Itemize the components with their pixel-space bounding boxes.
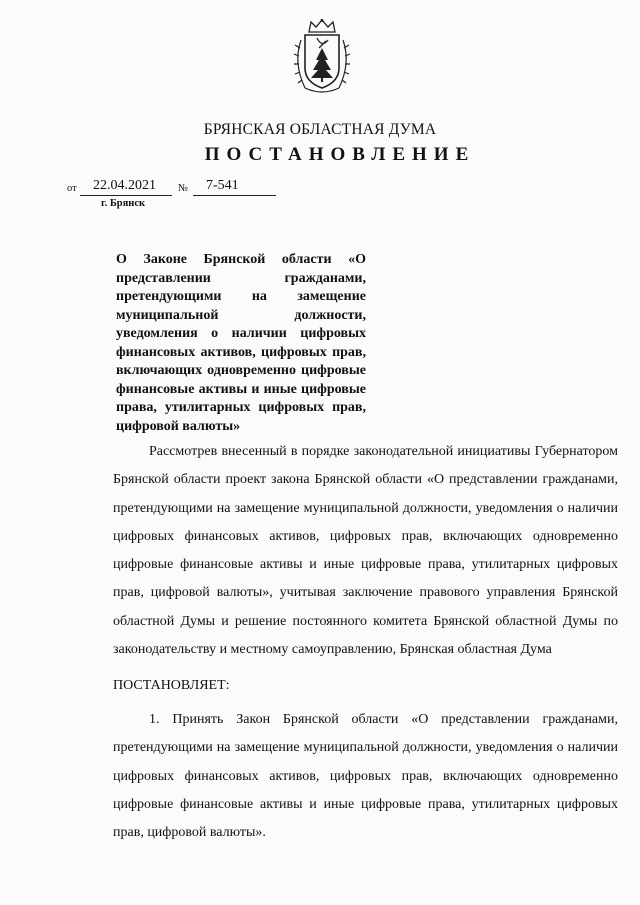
document-number: 7-541 [206,178,239,193]
item-1-paragraph: 1. Принять Закон Брянской области «О представлении гражданами, претендующими на замещение муниципальной должности, уведомления о наличии цифровых финансовых активов, цифровых прав, включающих одновременно цифровые финансовые активы и иные цифровые права, утилитарных цифровых прав, цифровой валюты». [113,712,618,841]
coat-of-arms-icon [291,18,353,96]
number-underline [193,195,276,196]
decree-word: ПОСТАНОВЛЯЕТ: [113,678,230,693]
document-subject: О Законе Брянской области «О представлении гражданами, претендующими на замещение муниципальной должности, уведомления о наличии цифровых финансовых активов, цифровых прав, включающих одновременно цифровые финансовые активы и иные цифровые права, утилитарных цифровых прав, цифровой валюты» [116,252,366,434]
date-underline [80,195,172,196]
city: г. Брянск [101,198,146,209]
document-type: ПОСТАНОВЛЕНИЕ [204,144,476,165]
date-prefix: от [67,183,77,194]
organization-name: БРЯНСКАЯ ОБЛАСТНАЯ ДУМА [203,121,437,138]
preamble-paragraph: Рассмотрев внесенный в порядке законодательной инициативы Губернатором Брянской области проект закона Брянской области «О представлении гражданами, претендующими на замещение муниципальной должности, уведомления о наличии цифровых финансовых активов, цифровых прав, включающих одновременно цифровые финансовые активы и иные цифровые права, утилитарных цифровых прав, цифровой валюты», учитывая заключение правового управления Брянской областной Думы и решение постоянного комитета Брянской областной Думы по законодательству и местному самоуправлению, Брянская областная Дума [113,444,618,658]
number-prefix: № [178,183,189,194]
document-date: 22.04.2021 [93,178,156,193]
